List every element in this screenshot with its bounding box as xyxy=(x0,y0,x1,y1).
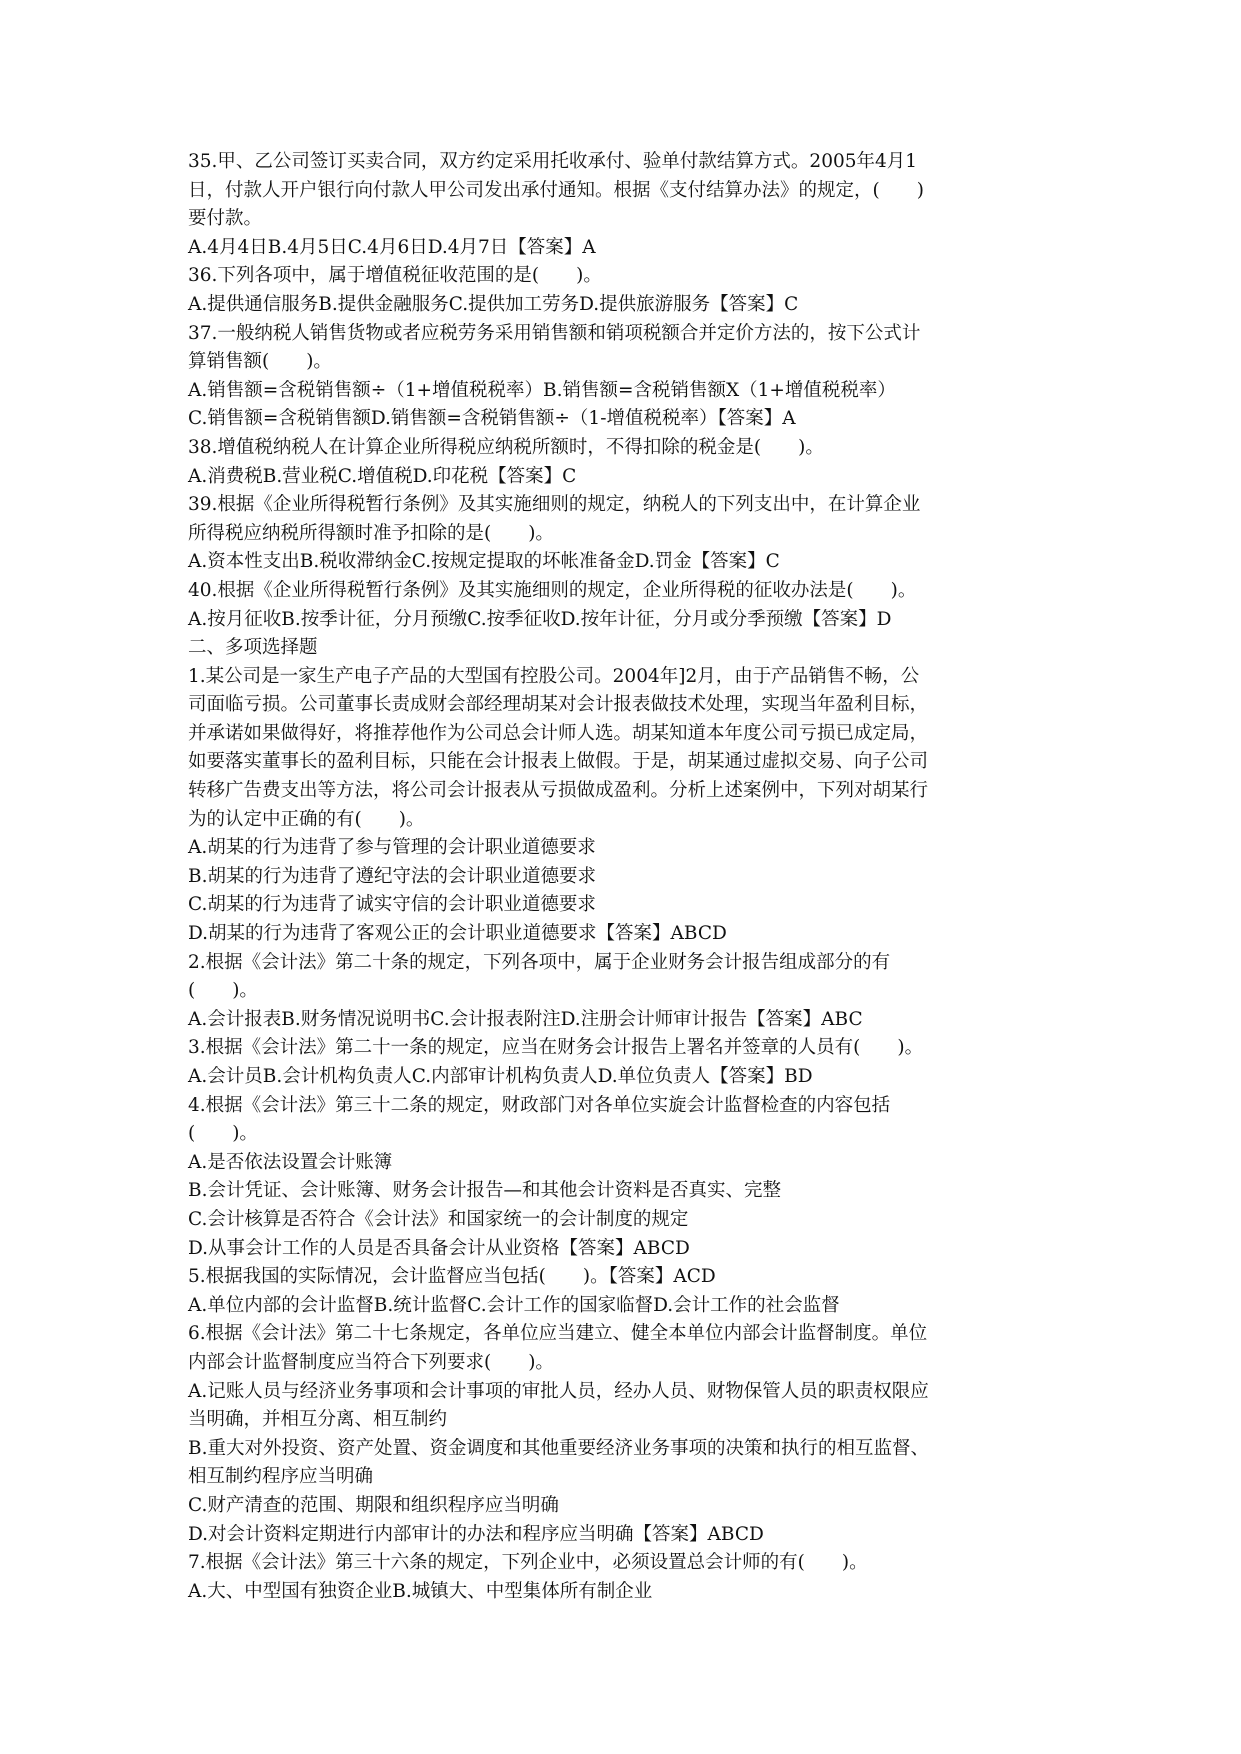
text-line: 36.下列各项中，属于增值税征收范围的是( )。 xyxy=(188,265,602,287)
text-line: 内部会计监督制度应当符合下列要求( )。 xyxy=(188,1351,554,1373)
text-line: 6.根据《会计法》第二十七条规定，各单位应当建立、健全本单位内部会计监督制度。单位 xyxy=(188,1323,928,1345)
text-line: D.从事会计工作的人员是否具备会计从业资格【答案】ABCD xyxy=(188,1237,690,1259)
text-line: A.单位内部的会计监督B.统计监督C.会计工作的国家临督D.会计工作的社会监督 xyxy=(188,1294,840,1316)
text-line: 39.根据《企业所得税暂行条例》及其实施细则的规定，纳税人的下列支出中，在计算企业 xyxy=(188,494,921,516)
text-line: B.胡某的行为违背了遵纪守法的会计职业道德要求 xyxy=(188,865,596,887)
text-line: A.大、中型国有独资企业B.城镇大、中型集体所有制企业 xyxy=(188,1580,653,1602)
text-line: A.记账人员与经济业务事项和会计事项的审批人员，经办人员、财物保管人员的职责权限应 xyxy=(188,1380,929,1402)
text-line: C.会计核算是否符合《会计法》和国家统一的会计制度的规定 xyxy=(188,1208,689,1230)
text-line: ( )。 xyxy=(188,980,258,1002)
text-line: 日，付款人开户银行向付款人甲公司发出承付通知。根据《支付结算办法》的规定，( ) xyxy=(188,179,924,201)
text-line: 相互制约程序应当明确 xyxy=(188,1466,374,1488)
text-line: 7.根据《会计法》第三十六条的规定，下列企业中，必须设置总会计师的有( )。 xyxy=(188,1552,868,1574)
text-line: A.销售额=含税销售额÷（1+增值税税率）B.销售额=含税销售额X（1+增值税税率） xyxy=(188,379,896,401)
text-line: 2.根据《会计法》第二十条的规定，下列各项中，属于企业财务会计报告组成部分的有 xyxy=(188,951,891,973)
text-line: A.会计报表B.财务情况说明书C.会计报表附注D.注册会计师审计报告【答案】ABC xyxy=(188,1008,863,1030)
text-line: B.重大对外投资、资产处置、资金调度和其他重要经济业务事项的决策和执行的相互监督、 xyxy=(188,1437,929,1459)
text-line: C.财产清查的范围、期限和组织程序应当明确 xyxy=(188,1494,559,1516)
text-line: 二、多项选择题 xyxy=(188,637,318,659)
text-line: 转移广告费支出等方法，将公司会计报表从亏损做成盈利。分析上述案例中，下列对胡某行 xyxy=(188,780,929,802)
text-line: A.按月征收B.按季计征，分月预缴C.按季征收D.按年计征，分月或分季预缴【答案】D xyxy=(188,608,892,630)
text-line: 算销售额( )。 xyxy=(188,351,332,373)
text-line: 40.根据《企业所得税暂行条例》及其实施细则的规定，企业所得税的征收办法是( )。 xyxy=(188,579,917,601)
text-line: 并承诺如果做得好，将推荐他作为公司总会计师人选。胡某知道本年度公司亏损已成定局， xyxy=(188,722,929,744)
document-page xyxy=(188,148,1068,1606)
text-line: A.4月4日B.4月5日C.4月6日D.4月7日【答案】A xyxy=(188,236,596,258)
text-line: 3.根据《会计法》第二十一条的规定，应当在财务会计报告上署名并签章的人员有( )。 xyxy=(188,1037,924,1059)
text-line: 司面临亏损。公司董事长责成财会部经理胡某对会计报表做技术处理，实现当年盈利目标， xyxy=(188,694,929,716)
document-text-body xyxy=(188,148,1068,1606)
text-line: 1.某公司是一家生产电子产品的大型国有控股公司。2004年]2月，由于产品销售不畅，公 xyxy=(188,665,920,687)
text-line: ( )。 xyxy=(188,1123,258,1145)
text-line: B.会计凭证、会计账簿、财务会计报告—和其他会计资料是否真实、完整 xyxy=(188,1180,781,1202)
text-line: C.胡某的行为违背了诚实守信的会计职业道德要求 xyxy=(188,894,596,916)
text-line: C.销售额=含税销售额D.销售额=含税销售额÷（1-增值税税率）【答案】A xyxy=(188,408,796,430)
text-line: 当明确，并相互分离、相互制约 xyxy=(188,1409,448,1431)
text-line: A.胡某的行为违背了参与管理的会计职业道德要求 xyxy=(188,837,596,859)
text-line: 所得税应纳税所得额时准予扣除的是( )。 xyxy=(188,522,554,544)
text-line: 为的认定中正确的有( )。 xyxy=(188,808,425,830)
text-line: A.是否依法设置会计账簿 xyxy=(188,1151,393,1173)
text-line: 要付款。 xyxy=(188,208,263,230)
text-line: A.资本性支出B.税收滞纳金C.按规定提取的坏帐准备金D.罚金【答案】C xyxy=(188,551,780,573)
text-line: 4.根据《会计法》第三十二条的规定，财政部门对各单位实旋会计监督检查的内容包括 xyxy=(188,1094,891,1116)
text-line: 5.根据我国的实际情况，会计监督应当包括( )。【答案】ACD xyxy=(188,1266,716,1288)
text-line: 37.一般纳税人销售货物或者应税劳务采用销售额和销项税额合并定价方法的，按下公式计 xyxy=(188,322,921,344)
text-line: A.提供通信服务B.提供金融服务C.提供加工劳务D.提供旅游服务【答案】C xyxy=(188,293,799,315)
text-line: A.会计员B.会计机构负责人C.内部审计机构负责人D.单位负责人【答案】BD xyxy=(188,1066,813,1087)
text-line: D.胡某的行为违背了客观公正的会计职业道德要求【答案】ABCD xyxy=(188,923,727,945)
text-line: 如要落实董事长的盈利目标，只能在会计报表上做假。于是，胡某通过虚拟交易、向子公司 xyxy=(188,751,929,773)
text-line: A.消费税B.营业税C.增值税D.印花税【答案】C xyxy=(188,465,577,487)
text-line: 35.甲、乙公司签订买卖合同，双方约定采用托收承付、验单付款结算方式。2005年4月1 xyxy=(188,151,918,172)
text-line: D.对会计资料定期进行内部审计的办法和程序应当明确【答案】ABCD xyxy=(188,1523,764,1545)
text-line: 38.增值税纳税人在计算企业所得税应纳税所额时，不得扣除的税金是( )。 xyxy=(188,436,824,458)
